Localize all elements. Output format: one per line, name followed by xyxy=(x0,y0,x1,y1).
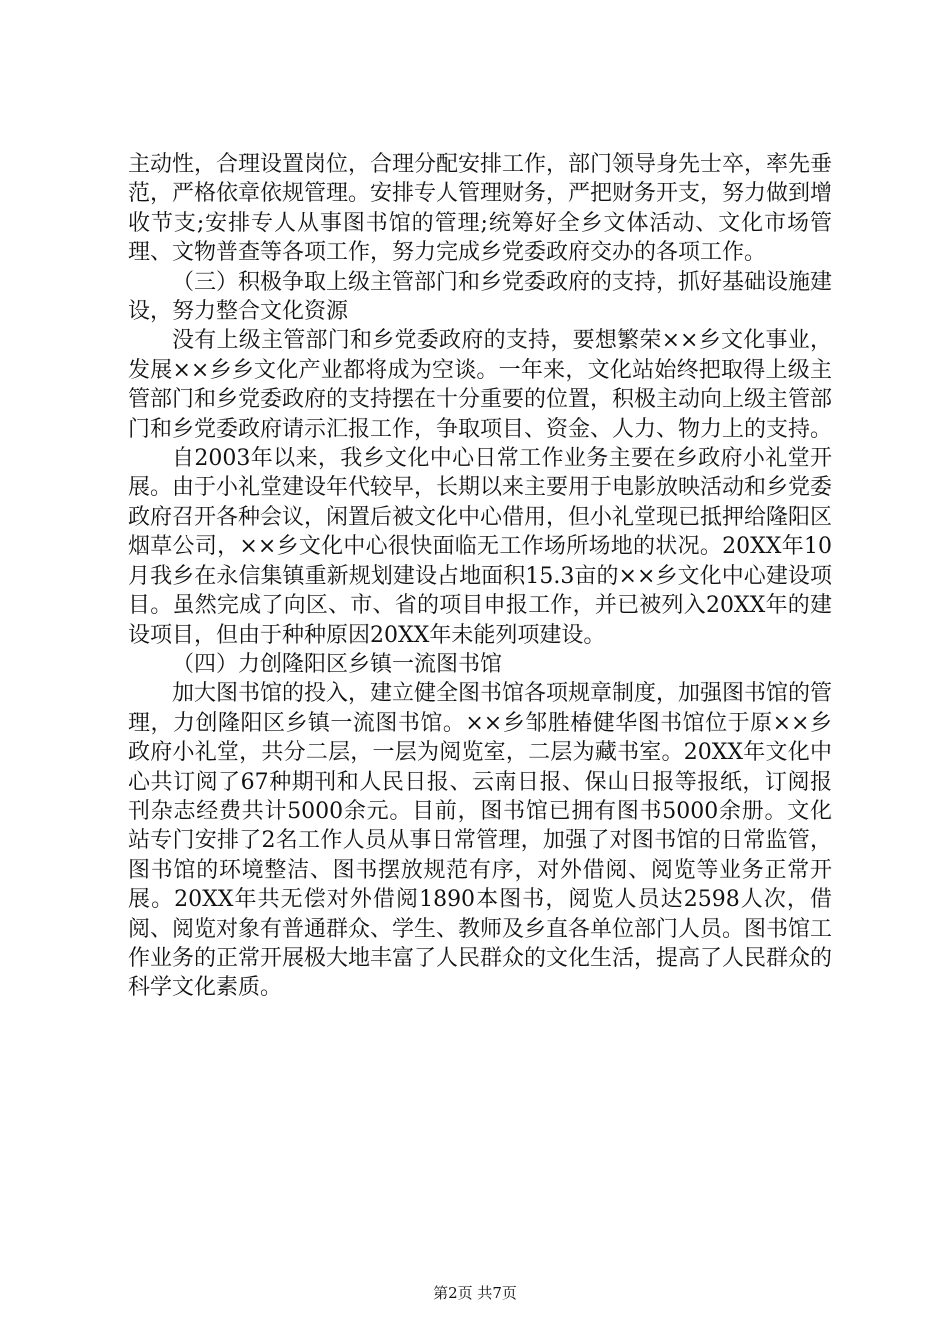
page-footer: 第2页 共7页 xyxy=(433,1284,517,1302)
paragraph: 没有上级主管部门和乡党委政府的支持，要想繁荣××乡文化事业，发展××乡乡文化产业都将成为空谈。一年来，文化站始终把取得上级主管部门和乡党委政府的支持摆在十分重要的位置，积极主动向上级主管部门和乡党委政府请示汇报工作，争取项目、资金、人力、物力上的支持。 xyxy=(128,328,833,442)
paragraph-continuation: 主动性，合理设置岗位，合理分配安排工作，部门领导身先士卒，率先垂范，严格依章依规管理。安排专人管理财务，严把财务开支，努力做到增收节支;安排专人从事图书馆的管理;统筹好全乡文体活动、文化市场管理、文物普查等各项工作，努力完成乡党委政府交办的各项工作。 xyxy=(128,152,833,266)
paragraph: 自2003年以来，我乡文化中心日常工作业务主要在乡政府小礼堂开展。由于小礼堂建设年代较早，长期以来主要用于电影放映活动和乡党委政府召开各种会议，闲置后被文化中心借用，但小礼堂现已抵押给隆阳区烟草公司，××乡文化中心很快面临无工作场所场地的状况。20XX年10月我乡在永信集镇重新规划建设占地面积15.3亩的××乡文化中心建设项目。虽然完成了向区、市、省的项目申报工作，并已被列入20XX年的建设项目，但由于种种原因20XX年未能列项建设。 xyxy=(128,446,833,648)
document-body xyxy=(128,150,832,1003)
paragraph: 加大图书馆的投入，建立健全图书馆各项规章制度，加强图书馆的管理，力创隆阳区乡镇一流图书馆。××乡邹胜椿健华图书馆位于原××乡政府小礼堂，共分二层，一层为阅览室，二层为藏书室。20XX年文化中心共订阅了67种期刊和人民日报、云南日报、保山日报等报纸，订阅报刊杂志经费共计5000余元。目前，图书馆已拥有图书5000余册。文化站专门安排了2名工作人员从事日常管理，加强了对图书馆的日常监管，图书馆的环境整洁、图书摆放规范有序，对外借阅、阅览等业务正常开展。20XX年共无偿对外借阅1890本图书，阅览人员达2598人次，借阅、阅览对象有普通群众、学生、教师及乡直各单位部门人员。图书馆工作业务的正常开展极大地丰富了人民群众的文化生活，提高了人民群众的科学文化素质。 xyxy=(128,681,833,1001)
section-heading-3: （三）积极争取上级主管部门和乡党委政府的支持，抓好基础设施建设，努力整合文化资源 xyxy=(128,269,833,325)
section-heading-4: （四）力创隆阳区乡镇一流图书馆 xyxy=(172,651,503,677)
